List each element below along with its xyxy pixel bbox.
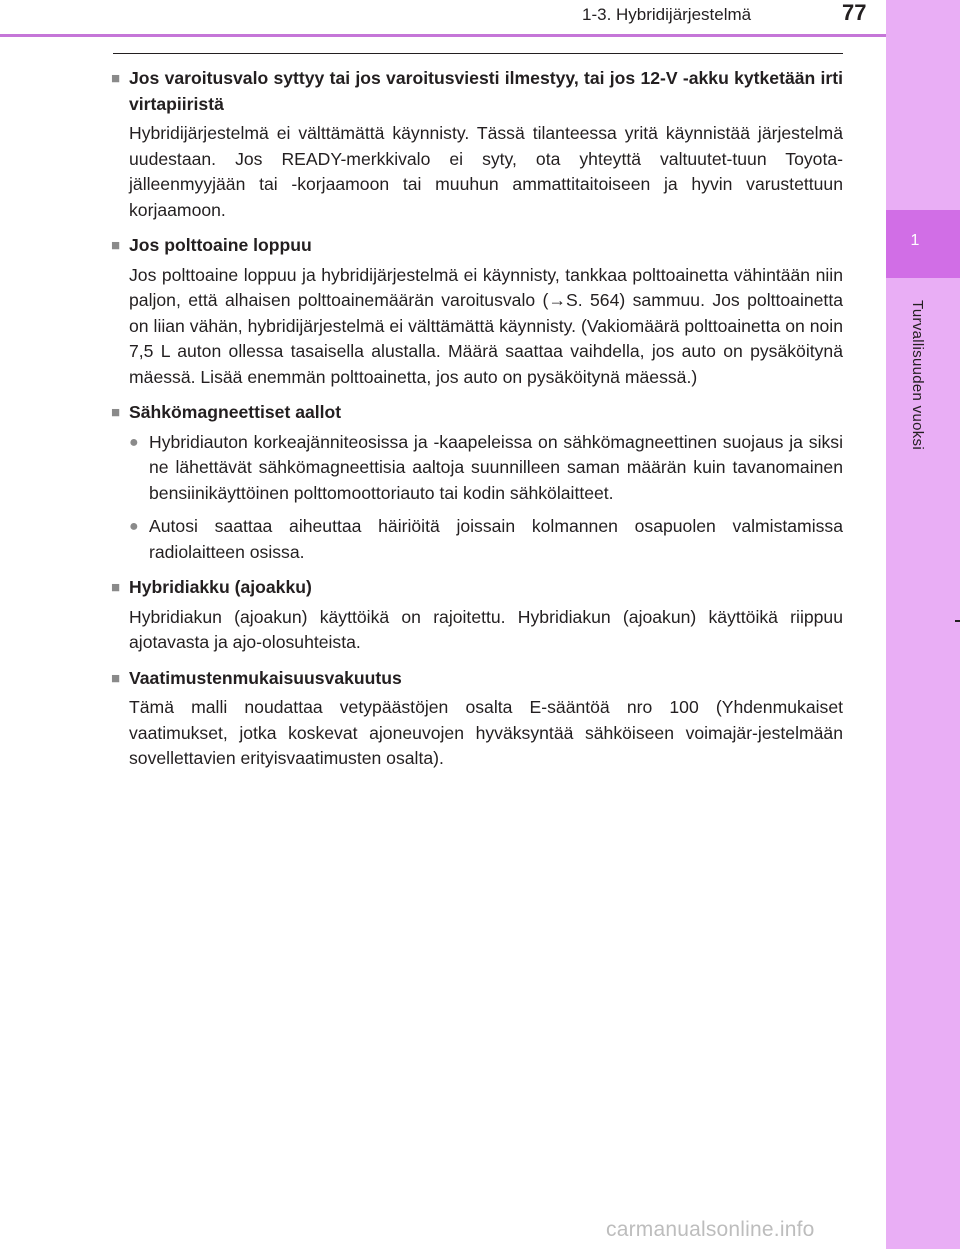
section-title: Sähkömagneettiset aallot — [129, 402, 342, 422]
chapter-number: 1 — [910, 232, 920, 249]
section-body: Jos polttoaine loppuu ja hybridijärjestelmä ei käynnisty, tankkaa polttoainetta vähintään niin paljon, että alhaisen polttoainemäärän varoitusvalo (→S. 564) sammuu. Jos polttoainetta on liian vähän, hybridijärjestelmä ei välttämättä käynnisty. (Vakiomäärä polttoainetta on noin 7,5 L auton ollessa tasaisella alustalla. Määrä saattaa vaihdella, jos auto on pysäköitynä mäessä. Lisää enemmän polttoainetta, jos auto on pysäköitynä mäessä.) — [129, 264, 843, 387]
header-band — [0, 34, 886, 37]
section-body: Tämä malli noudattaa vetypäästöjen osalta E-sääntöä nro 100 (Yhdenmukaiset vaatimukset, jotka koskevat ajoneuvojen hyväksyntää sähköiseen voimajär-jestelmään sovellettavien erityisvaatimusten osalta). — [129, 697, 843, 768]
chapter-tab[interactable] — [886, 210, 960, 278]
square-bullet-icon: ■ — [111, 669, 121, 687]
list-item — [129, 514, 843, 565]
side-tab-strip — [886, 0, 960, 1249]
top-rule — [113, 53, 843, 54]
list-item-text: Hybridiauton korkeajänniteosissa ja -kaapeleissa on sähkömagneettinen suojaus ja siksi ne lähettävät sähkömagneettisia aaltoja suunnilleen saman määrän kuin tavanomainen bensiinikäyttöinen polttomoottoriauto tai kodin sähkölaitteet. — [149, 431, 843, 503]
watermark-link[interactable]: carmanualsonline.info — [606, 1218, 815, 1241]
round-bullet-icon: ● — [129, 433, 139, 451]
section-title: Jos varoitusvalo syttyy tai jos varoitusviesti ilmestyy, tai jos 12-V -akku kytketään irti virtapiiristä — [129, 68, 843, 114]
section-hybrid-battery — [111, 575, 843, 656]
section-body: Hybridijärjestelmä ei välttämättä käynnisty. Tässä tilanteessa yritä käynnistää järjestelmä uudestaan. Jos READY-merkkivalo ei syty, ota yhteyttä valtuutet-tuun Toyota-jälleenmyyjään tai -korjaamoon tai muuhun ammattitaitoiseen ja hyvin varustettuun korjaamoon. — [129, 123, 843, 220]
square-bullet-icon: ■ — [111, 404, 121, 421]
square-bullet-icon: ■ — [111, 237, 121, 254]
square-bullet-icon: ■ — [111, 70, 121, 87]
round-bullet-icon: ● — [129, 518, 139, 535]
section-title: Jos polttoaine loppuu — [129, 235, 312, 255]
page-number: 77 — [842, 0, 867, 25]
section-em-waves — [111, 400, 843, 565]
list-item-text: Autosi saattaa aiheuttaa häiriöitä joissain kolmannen osapuolen valmistamissa radiolaitteen osissa. — [149, 516, 843, 562]
section-fuel-runs-out — [111, 233, 843, 390]
section-warning-light — [111, 66, 843, 223]
chapter-title: Turvallisuuden vuoksi — [909, 300, 926, 450]
section-conformity — [111, 666, 843, 772]
section-title: Vaatimustenmukaisuusvakuutus — [129, 667, 402, 688]
running-head: 1-3. Hybridijärjestelmä — [582, 5, 752, 24]
edge-mark — [955, 620, 960, 622]
page-content — [111, 66, 843, 782]
list-item — [129, 430, 843, 507]
section-title: Hybridiakku (ajoakku) — [129, 577, 312, 597]
section-body: Hybridiakun (ajoakun) käyttöikä on rajoitettu. Hybridiakun (ajoakun) käyttöikä riippuu ajotavasta ja ajo-olosuhteista. — [129, 606, 843, 652]
square-bullet-icon: ■ — [111, 579, 121, 596]
